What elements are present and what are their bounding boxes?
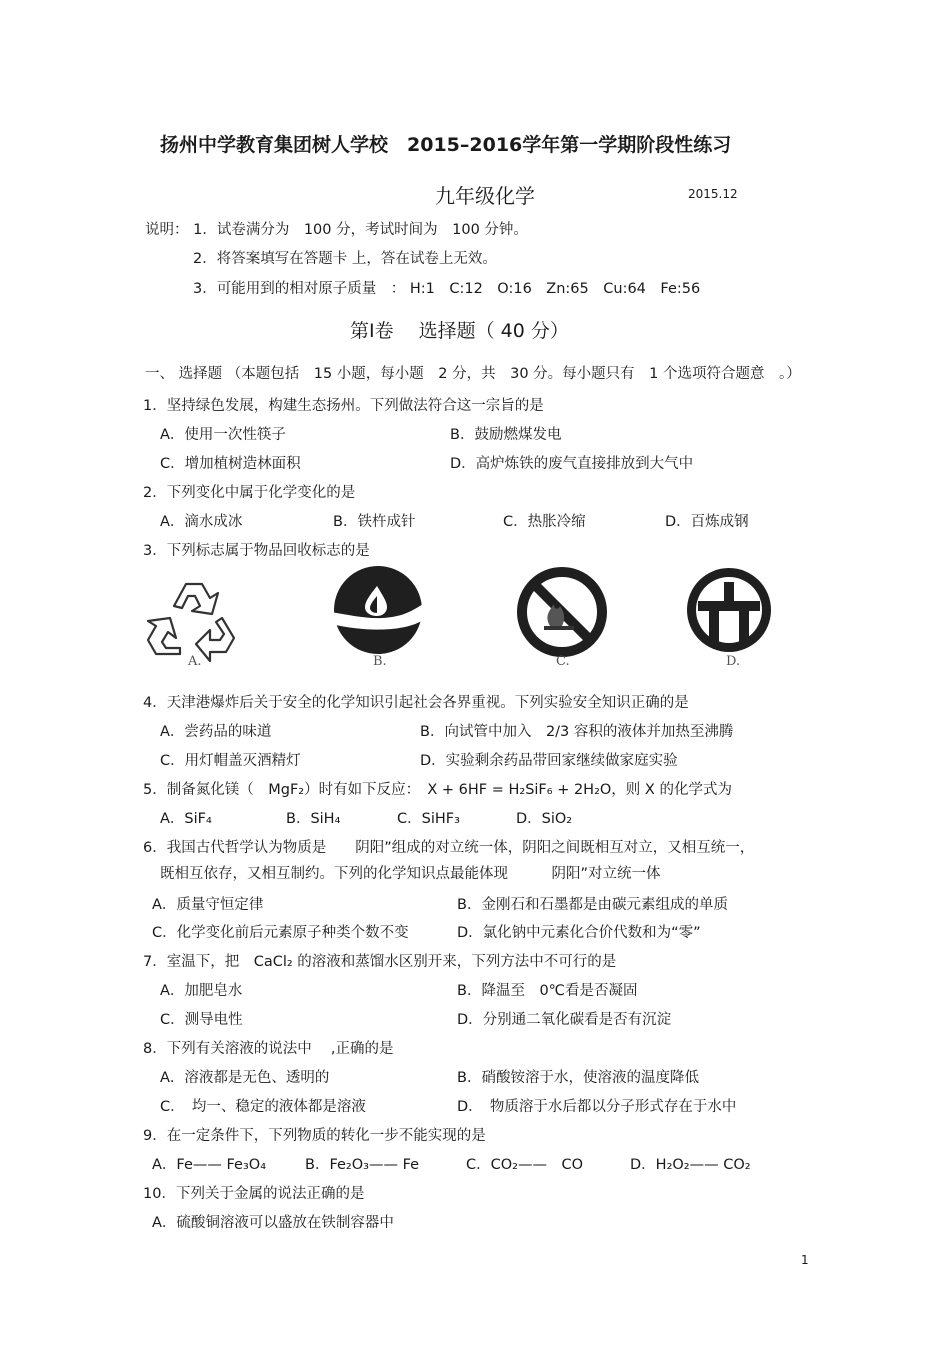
q9-option-b: B．Fe₂O₃—— Fe: [305, 1157, 420, 1173]
q4-option-d: D．实验剩余药品带回家继续做家庭实验: [420, 753, 678, 769]
q1-option-c: C．增加植树造林面积: [160, 456, 301, 472]
question-9-stem: 9．在一定条件下，下列物质的转化一步不能实现的是: [143, 1128, 486, 1144]
exam-title: 扬州中学教育集团树人学校 2015–2016学年第一学期阶段性练习: [160, 134, 732, 156]
q2-option-a: A．滴水成冰: [160, 514, 243, 530]
energy-symbol-icon: [680, 566, 790, 676]
question-7-stem: 7．室温下，把 CaCl₂ 的溶液和蒸馏水区别开来，下列方法中不可行的是: [143, 954, 617, 970]
q2-option-b: B．铁杵成针: [333, 514, 416, 530]
q8-option-c: C． 均一、稳定的液体都是溶液: [160, 1099, 366, 1115]
q4-option-b: B．向试管中加入 2/3 容积的液体并加热至沸腾: [420, 724, 734, 740]
q1-option-a: A．使用一次性筷子: [160, 427, 286, 443]
note-3: 3．可能用到的相对原子质量 ： H:1 C:12 O:16 Zn:65 Cu:64 Fe:56: [193, 281, 701, 297]
q4-option-c: C．用灯帽盖灭酒精灯: [160, 753, 301, 769]
section-title: 第Ⅰ卷 选择题（ 40 分）: [350, 320, 569, 342]
q7-option-b: B．降温至 0℃看是否凝固: [457, 983, 638, 999]
q1-option-d: D．高炉炼铁的废气直接排放到大气中: [450, 456, 694, 472]
question-6-stem-continued: 既相互依存，又相互制约。下列的化学知识点最能体现 阴阳”对立统一体: [160, 866, 661, 882]
question-8-stem: 8．下列有关溶液的说法中 ,正确的是: [143, 1041, 394, 1057]
note-1: 说明： 1．试卷满分为 100 分，考试时间为 100 分钟。: [145, 222, 528, 238]
question-4-stem: 4．天津港爆炸后关于安全的化学知识引起社会各界重视。下列实验安全知识正确的是: [143, 695, 689, 711]
q6-option-c: C．化学变化前后元素原子种类个数不变: [152, 925, 409, 941]
q5-option-c: C．SiHF₃: [397, 811, 460, 827]
q9-option-c: C．CO₂—— CO: [466, 1157, 584, 1173]
q8-option-d: D． 物质溶于水后都以分子形式存在于水中: [457, 1099, 737, 1115]
q3-label-c: C.: [556, 654, 570, 669]
q7-option-d: D．分别通二氧化碳看是否有沉淀: [457, 1012, 672, 1028]
q5-option-a: A．SiF₄: [160, 811, 212, 827]
q6-option-b: B．金刚石和石墨都是由碳元素组成的单质: [457, 897, 728, 913]
q2-option-c: C．热胀冷缩: [503, 514, 586, 530]
q5-option-d: D．SiO₂: [516, 811, 573, 827]
q7-option-c: C．测导电性: [160, 1012, 243, 1028]
q6-option-d: D．氯化钠中元素化合价代数和为“零”: [457, 925, 701, 941]
q9-option-a: A．Fe—— Fe₃O₄: [152, 1157, 267, 1173]
q3-label-d: D.: [726, 654, 741, 669]
water-saving-symbol-icon: [325, 566, 435, 676]
q4-option-a: A．尝药品的味道: [160, 724, 272, 740]
exam-date: 2015.12: [688, 187, 738, 201]
q9-option-d: D．H₂O₂—— CO₂: [630, 1157, 751, 1173]
question-5-stem: 5．制备氮化镁（ MgF₂）时有如下反应： X + 6HF = H₂SiF₆ + 2H₂O，则 X 的化学式为: [143, 782, 732, 798]
q1-option-b: B．鼓励燃煤发电: [450, 427, 562, 443]
question-10-stem: 10．下列关于金属的说法正确的是: [143, 1186, 365, 1202]
no-fire-symbol-icon: [508, 566, 618, 676]
part-intro: 一、 选择题 （本题包括 15 小题，每小题 2 分，共 30 分。每小题只有 1 个选项符合题意 。）: [145, 366, 801, 382]
question-1-stem: 1．坚持绿色发展，构建生态扬州。下列做法符合这一宗旨的是: [143, 398, 544, 414]
recycling-symbol-icon: [140, 566, 250, 676]
q3-label-a: A.: [188, 654, 202, 669]
q8-option-a: A．溶液都是无色、透明的: [160, 1070, 330, 1086]
question-2-stem: 2．下列变化中属于化学变化的是: [143, 485, 356, 501]
question-3-stem: 3．下列标志属于物品回收标志的是: [143, 543, 370, 559]
note-2: 2．将答案填写在答题卡 上，答在试卷上无效。: [193, 251, 497, 267]
q5-option-b: B．SiH₄: [286, 811, 341, 827]
q7-option-a: A．加肥皂水: [160, 983, 243, 999]
q3-label-b: B.: [373, 654, 387, 669]
q8-option-b: B．硝酸铵溶于水，使溶液的温度降低: [457, 1070, 699, 1086]
q10-option-a: A．硫酸铜溶液可以盛放在铁制容器中: [152, 1215, 394, 1231]
q6-option-a: A．质量守恒定律: [152, 897, 264, 913]
page-number: 1: [801, 1253, 809, 1267]
q2-option-d: D．百炼成钢: [665, 514, 749, 530]
question-6-stem: 6．我国古代哲学认为物质是 阴阳”组成的对立统一体，阴阳之间既相互对立，又相互统一，: [143, 840, 755, 856]
exam-subtitle: 九年级化学: [435, 184, 535, 208]
